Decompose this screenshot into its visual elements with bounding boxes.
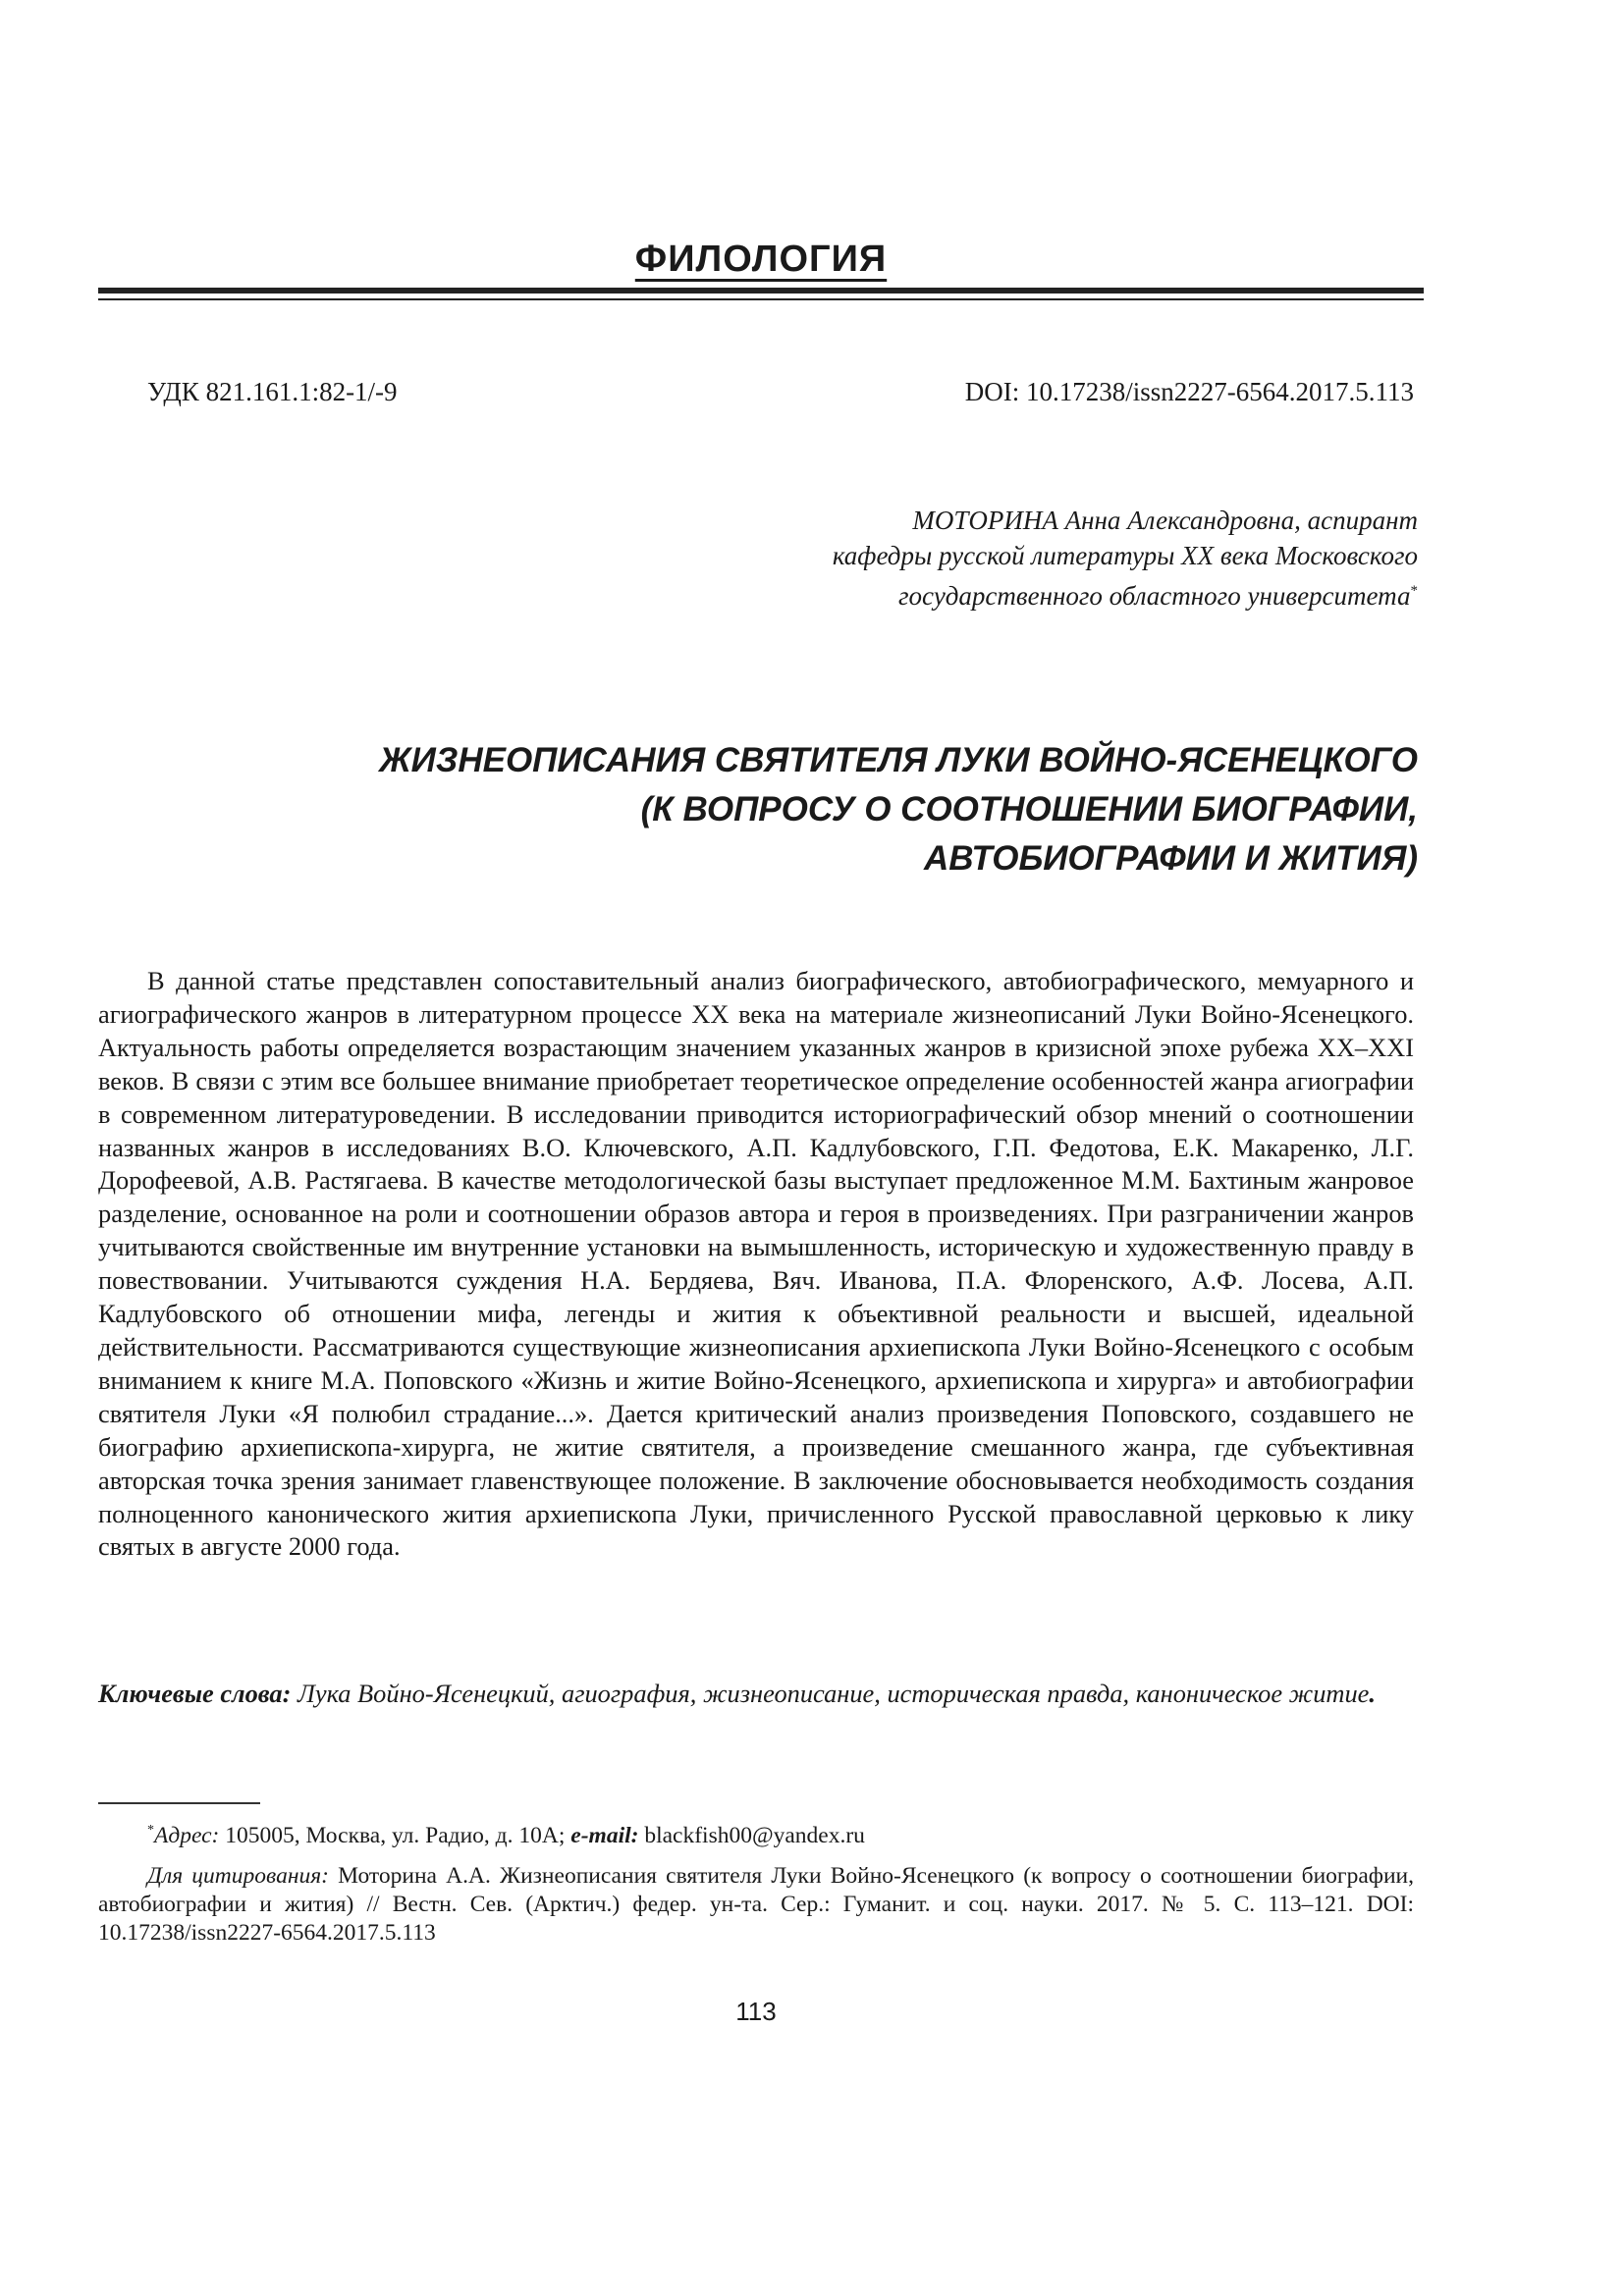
citation-footnote — [98, 1862, 1414, 1948]
citation-text: Моторина А.А. Жизнеописания святителя Луки Войно-Ясенецкого (к вопросу о соотношении биографии, автобиографии и жития) // Вестн. Сев. (Арктич.) федер. ун-та. Сер.: Гуманит. и соц. науки. 2017. № 5. С. 113–121. DOI: 10.17238/issn2227-6564.2017.5.113 — [98, 1862, 1414, 1946]
author-university: государственного областного университета — [898, 581, 1411, 611]
author-name: МОТОРИНА Анна Александровна, — [912, 506, 1301, 535]
author-line-2: кафедры русской литературы XX века Московского — [832, 541, 1418, 570]
author-affiliation — [731, 503, 1418, 614]
section-heading: ФИЛОЛОГИЯ — [634, 239, 888, 280]
article-title — [240, 736, 1418, 883]
footnote-separator — [98, 1802, 260, 1804]
article-metadata — [147, 377, 1414, 407]
author-position: аспирант — [1307, 506, 1418, 535]
author-line-3 — [731, 573, 1418, 614]
address-text: 105005, Москва, ул. Радио, д. 10А; — [219, 1822, 571, 1848]
address-footnote — [98, 1816, 1414, 1850]
address-mark: * — [147, 1823, 154, 1838]
keywords-text: Лука Войно-Ясенецкий, агиография, жизнеописание, историческая правда, каноническое житие — [291, 1679, 1370, 1708]
title-line-1: ЖИЗНЕОПИСАНИЯ СВЯТИТЕЛЯ ЛУКИ ВОЙНО-ЯСЕНЕЦКОГО — [379, 741, 1418, 779]
header-rule-thick — [98, 288, 1424, 294]
keywords — [98, 1677, 1414, 1710]
abstract: В данной статье представлен сопоставительный анализ биографического, автобиографического, мемуарного и агиографического жанров в литературном процессе XX века на материале жизнеописаний Луки Войно-Ясенецкого. Актуальность работы определяется возрастающим значением указанных жанров в кризисной эпохе рубежа XX–XXI веков. В связи с этим все большее внимание приобретает теоретическое определение особенностей жанра агиографии в современном литературоведении. В исследовании приводится историографический обзор мнений о соотношении названных жанров в исследованиях В.О. Ключевского, А.П. Кадлубовского, Г.П. Федотова, Е.К. Макаренко, Л.Г. Дорофеевой, А.В. Растягаева. В качестве методологической базы выступает предложенное М.М. Бахтиным жанровое разделение, основанное на роли и соотношении образов автора и героя в произведениях. При разграничении жанров учитываются свойственные им внутренние установки на вымышленность, историческую и художественную правду в повествовании. Учитываются суждения Н.А. Бердяева, Вяч. Иванова, П.А. Флоренского, А.Ф. Лосева, А.П. Кадлубовского об отношении мифа, легенды и жития к объективной реальности и высшей, идеальной действительности. Рассматриваются существующие жизнеописания архиепископа Луки Войно-Ясенецкого с особым вниманием к книге М.А. Поповского «Жизнь и житие Войно-Ясенецкого, архиепископа и хирурга» и автобиографии святителя Луки «Я полюбил страдание...». Дается критический анализ произведения Поповского, создавшего не биографию архиепископа-хирурга, не житие святителя, а произведение смешанного жанра, где субъективная авторская точка зрения занимает главенствующее положение. В заключение обосновывается необходимость создания полноценного канонического жития архиепископа Луки, причисленного Русской православной церковью к лику святых в августе 2000 года. — [98, 966, 1414, 1562]
udc-code: УДК 821.161.1:82-1/-9 — [147, 377, 398, 406]
email-label: e-mail: — [570, 1822, 639, 1848]
footnote-marker: * — [1410, 583, 1418, 599]
title-line-2: (К ВОПРОСУ О СООТНОШЕНИИ БИОГРАФИИ, — [640, 790, 1418, 828]
address-label: Адрес: — [154, 1822, 220, 1848]
email-address: blackfish00@yandex.ru — [638, 1822, 865, 1848]
keywords-end: . — [1369, 1679, 1377, 1708]
footnotes — [98, 1816, 1414, 1948]
header-rule-thin — [98, 298, 1424, 300]
author-line-1 — [731, 503, 1418, 538]
keywords-label: Ключевые слова: — [98, 1679, 292, 1708]
page-number: 113 — [735, 1997, 777, 2026]
title-line-3: АВТОБИОГРАФИИ И ЖИТИЯ) — [923, 839, 1418, 878]
doi: DOI: 10.17238/issn2227-6564.2017.5.113 — [964, 377, 1414, 406]
citation-label: Для цитирования: — [147, 1862, 329, 1889]
